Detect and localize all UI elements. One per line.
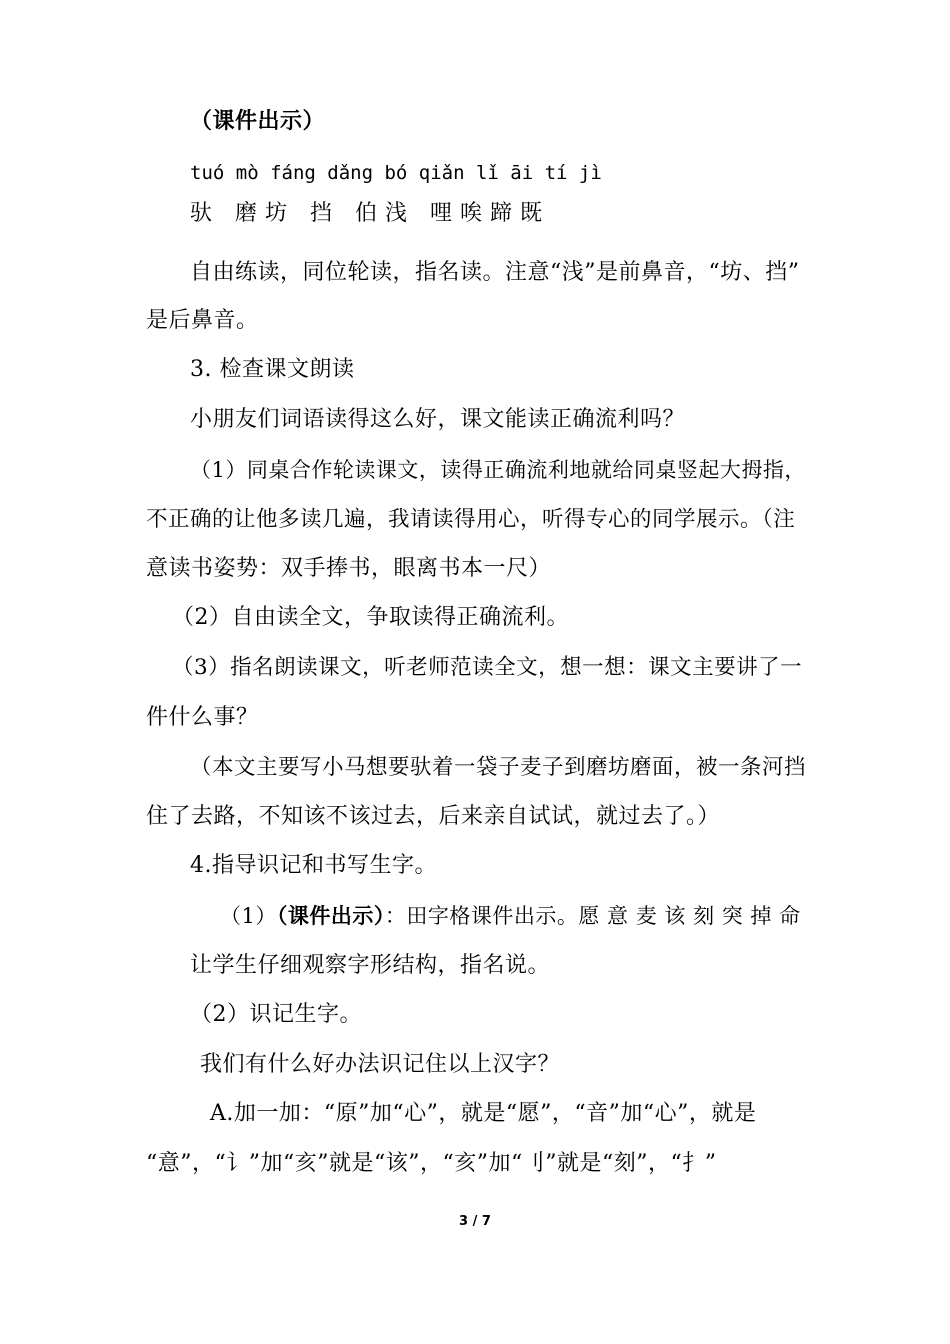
paragraph-line: 不正确的让他多读几遍，我请读得用心，听得专心的同学展示。（注 <box>146 507 796 532</box>
section-heading: 3. 检查课文朗读 <box>190 357 355 382</box>
paragraph-line: 让学生仔细观察字形结构，指名说。 <box>190 953 551 978</box>
paragraph-line: （1）同桌合作轮读课文，读得正确流利地就给同桌竖起大拇指， <box>190 458 806 482</box>
item-text: ：田字格课件出示。愿 意 麦 该 刻 突 掉 命 <box>384 904 801 928</box>
paragraph-line: 我们有什么好办法识记住以上汉字？ <box>200 1052 561 1077</box>
pinyin-line: tuó mò fáng dǎng bó qiǎn lǐ āi tí jì <box>190 162 602 184</box>
paragraph-line <box>220 901 801 931</box>
paragraph-line: 是后鼻音。 <box>146 308 259 333</box>
courseware-label: （课件出示） <box>276 903 385 928</box>
paragraph-line: “意”，“讠”加“亥”就是“该”，“亥”加“刂”就是“刻”，“扌” <box>146 1151 717 1176</box>
paragraph-line: （2）识记生字。 <box>190 1002 362 1027</box>
paragraph-line: （3）指名朗读课文，听老师范读全文，想一想：课文主要讲了一 <box>172 655 803 680</box>
courseware-heading: （课件出示） <box>190 108 326 134</box>
item-number: （1） <box>220 904 277 928</box>
paragraph-line: 自由练读，同位轮读，指名读。注意“浅”是前鼻音，“坊、挡” <box>190 260 800 285</box>
paragraph-line: 意读书姿势：双手捧书，眼离书本一尺） <box>146 556 552 581</box>
page-number: 3 / 7 <box>459 1214 491 1229</box>
paragraph-line: A.加一加：“原”加“心”，就是“愿”，“音”加“心”，就是 <box>210 1101 757 1126</box>
paragraph-line: （本文主要写小马想要驮着一袋子麦子到磨坊磨面，被一条河挡 <box>190 755 807 780</box>
paragraph-line: （2）自由读全文，争取读得正确流利。 <box>172 605 569 630</box>
paragraph-line: 小朋友们词语读得这么好，课文能读正确流利吗？ <box>190 407 686 432</box>
section-heading: 4.指导识记和书写生字。 <box>190 853 437 878</box>
paragraph-line: 住了去路，不知该不该过去，后来亲自试试，就过去了。） <box>146 804 721 829</box>
paragraph-line: 件什么事？ <box>146 705 259 730</box>
characters-line: 驮 磨坊 挡 伯浅 哩唉蹄既 <box>190 201 550 226</box>
